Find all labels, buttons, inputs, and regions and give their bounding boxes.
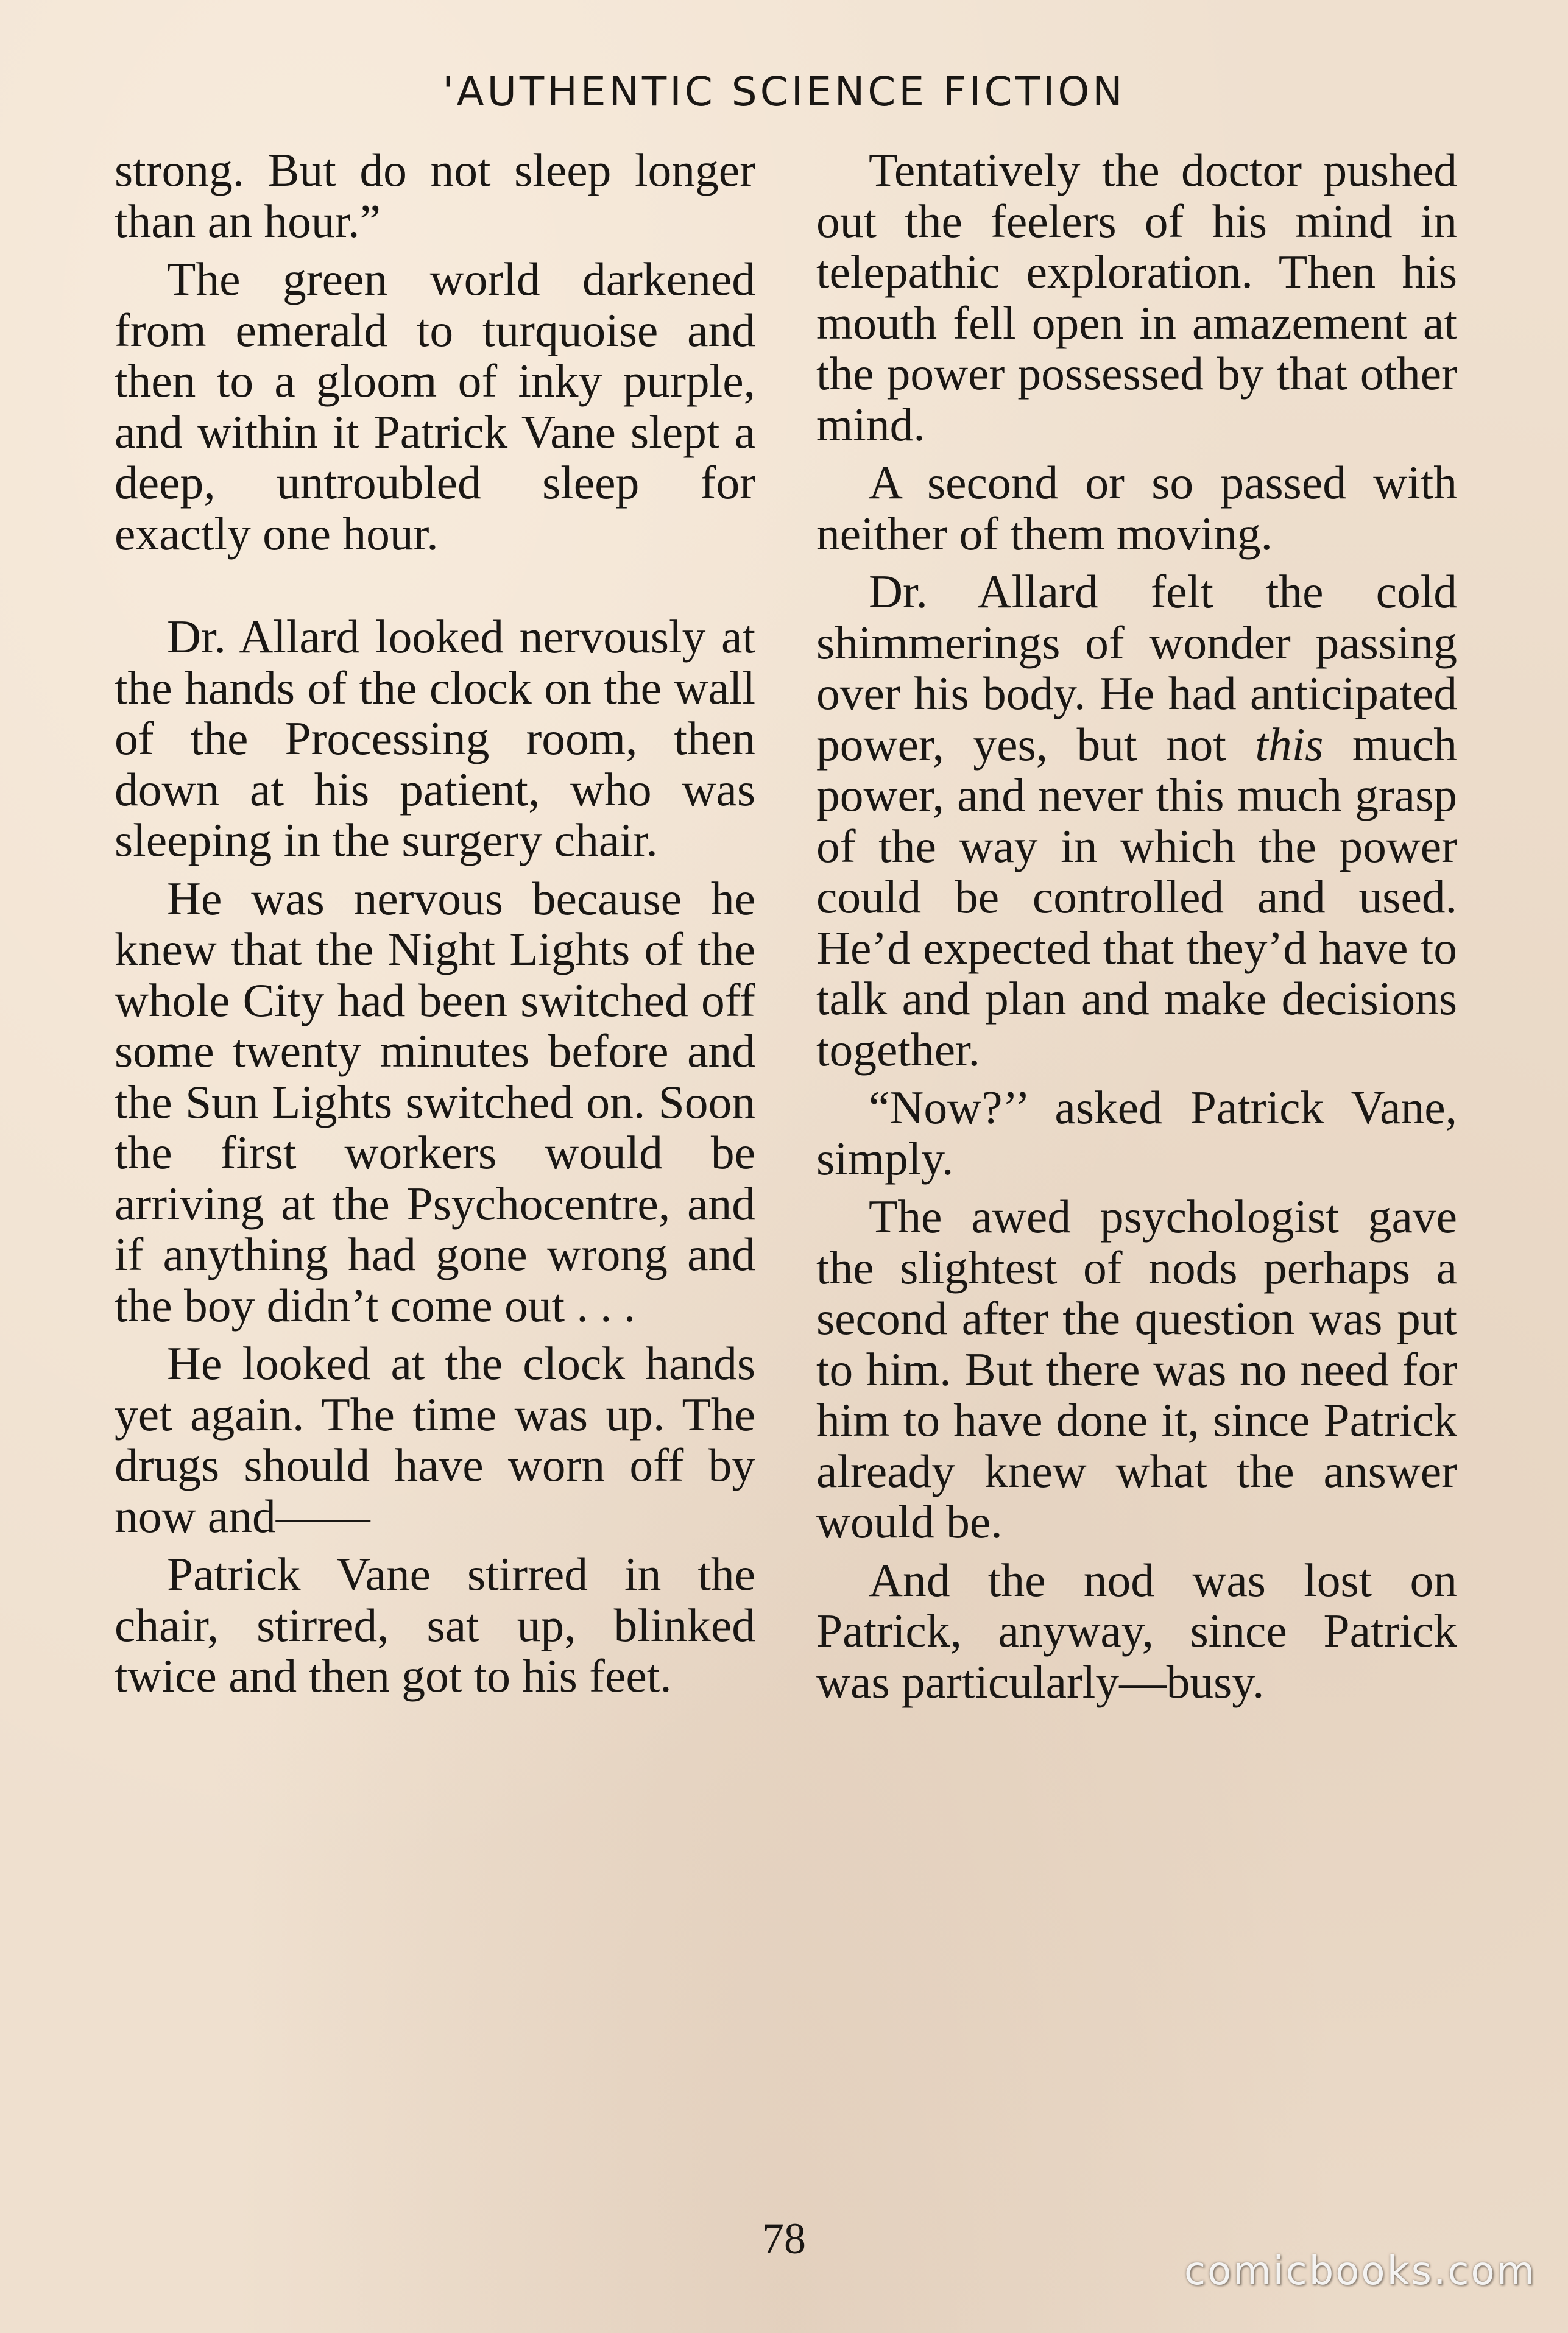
watermark: comicbooks.com [1184,2249,1536,2294]
text-run: much power, and never this much grasp of the way in which the power could be controlled and used. He’d expected that they’d have to talk and plan and make decisions together. [816,718,1457,1076]
paragraph: strong. But do not sleep longer than an hour.” [115,144,755,247]
paragraph: He looked at the clock hands yet again. The time was up. The drugs should have worn off by now and—— [115,1337,755,1542]
emphasized-word: this [1255,718,1324,771]
right-column [816,145,1457,1715]
page-number: 78 [762,2214,806,2263]
paragraph: Patrick Vane stirred in the chair, stirred, sat up, blinked twice and then got to his feet. [115,1548,755,1702]
paragraph [816,566,1457,1075]
text-run: Dr. Allard felt the cold shimmerings of wonder passing over his body. He had anticipated power, yes, but not [816,565,1457,771]
running-head: 'AUTHENTIC SCIENCE FICTION [442,68,1126,115]
paragraph: Dr. Allard looked nervously at the hands of the clock on the wall of the Processing room, then down at his patient, who was sleeping in the surgery chair. [115,610,755,866]
paragraph: A second or so passed with neither of them moving. [816,456,1457,560]
paragraph: And the nod was lost on Patrick, anyway, since Patrick was particularly—busy. [816,1553,1457,1708]
left-column [115,145,755,1709]
paragraph: He was nervous because he knew that the Night Lights of the whole City had been switched off some twenty minutes before and the Sun Lights switched on. Soon the first workers would be arriving at the Psychocentre, and if anything had gone wrong and the boy didn’t come out . . . [115,872,755,1332]
paragraph: The awed psychologist gave the slightest of nods perhaps a second after the question was put to him. But there was no need for him to have done it, since Patrick already knew what the answer would be. [816,1190,1457,1548]
paragraph: Tentatively the doctor pushed out the feelers of his mind in telepathic exploration. Then his mouth fell open in amazement at the power possessed by that other mind. [816,144,1457,451]
paragraph: “Now?’’ asked Patrick Vane, simply. [816,1081,1457,1185]
paragraph: The green world darkened from emerald to turquoise and then to a gloom of inky purple, and within it Patrick Vane slept a deep, untroubled sleep for exactly one hour. [115,253,755,560]
